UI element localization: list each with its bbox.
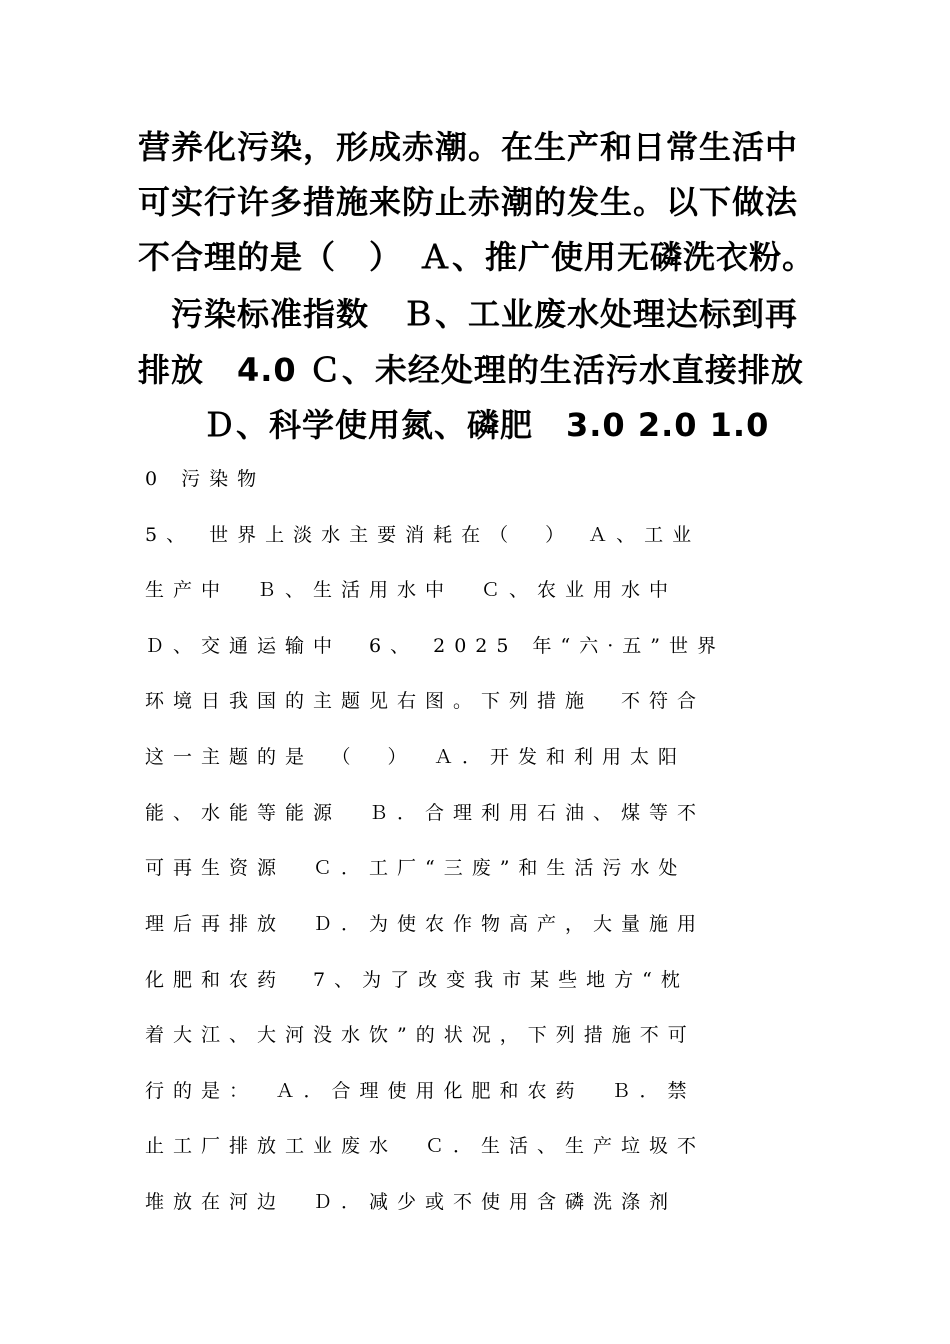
small-text-line-10: 化肥和农药 7、为了改变我市某些地方“枕 [145,969,689,991]
small-text-line-8: 可再生资源 Ｃ．工厂“三废”和生活污水处 [145,857,687,879]
small-text-line-13: 止工厂排放工业废水 Ｃ．生活、生产垃圾不 [145,1135,706,1157]
small-text-line-11: 着大江、大河没水饮”的状况，下列措施不可 [145,1024,696,1046]
large-text-line-4: 污染标准指数 Ｂ、工业废水处理达标到再 [138,295,799,333]
large-text-line-1: 营养化污染，形成赤潮。在生产和日常生活中 [138,128,799,166]
small-text-line-14: 堆放在河边 Ｄ．减少或不使用含磷洗涤剂 [145,1191,678,1213]
small-text-line-4: Ｄ、交通运输中 6、 2025 年“六·五”世界 [145,635,725,657]
small-text-line-5: 环境日我国的主题见右图。下列措施 不符合 [145,690,706,712]
small-text-line-7: 能、水能等能源 Ｂ．合理利用石油、煤等不 [145,802,706,824]
large-text-line-3: 不合理的是（ ） Ａ、推广使用无磷洗衣粉。 [138,238,816,276]
large-text-line-6: Ｄ、科学使用氮、磷肥 3.0 2.0 1.0 [170,406,770,444]
small-text-line-3: 生产中 Ｂ、生活用水中 Ｃ、农业用水中 [145,579,678,601]
small-text-line-2: 5、 世界上淡水主要消耗在（ ） Ａ、工业 [145,524,701,546]
small-text-line-12: 行的是： Ａ．合理使用化肥和农药 Ｂ．禁 [145,1080,696,1102]
large-text-line-2: 可实行许多措施来防止赤潮的发生。以下做法 [138,183,799,221]
large-text-line-5: 排放 4.0 Ｃ、未经处理的生活污水直接排放 [138,351,804,389]
small-text-line-9: 理后再排放 Ｄ．为使农作物高产，大量施用 [145,913,706,935]
small-text-line-1: 0 污染物 [145,468,266,490]
small-text-line-6: 这一主题的是 （ ） Ａ．开发和利用太阳 [145,746,687,768]
